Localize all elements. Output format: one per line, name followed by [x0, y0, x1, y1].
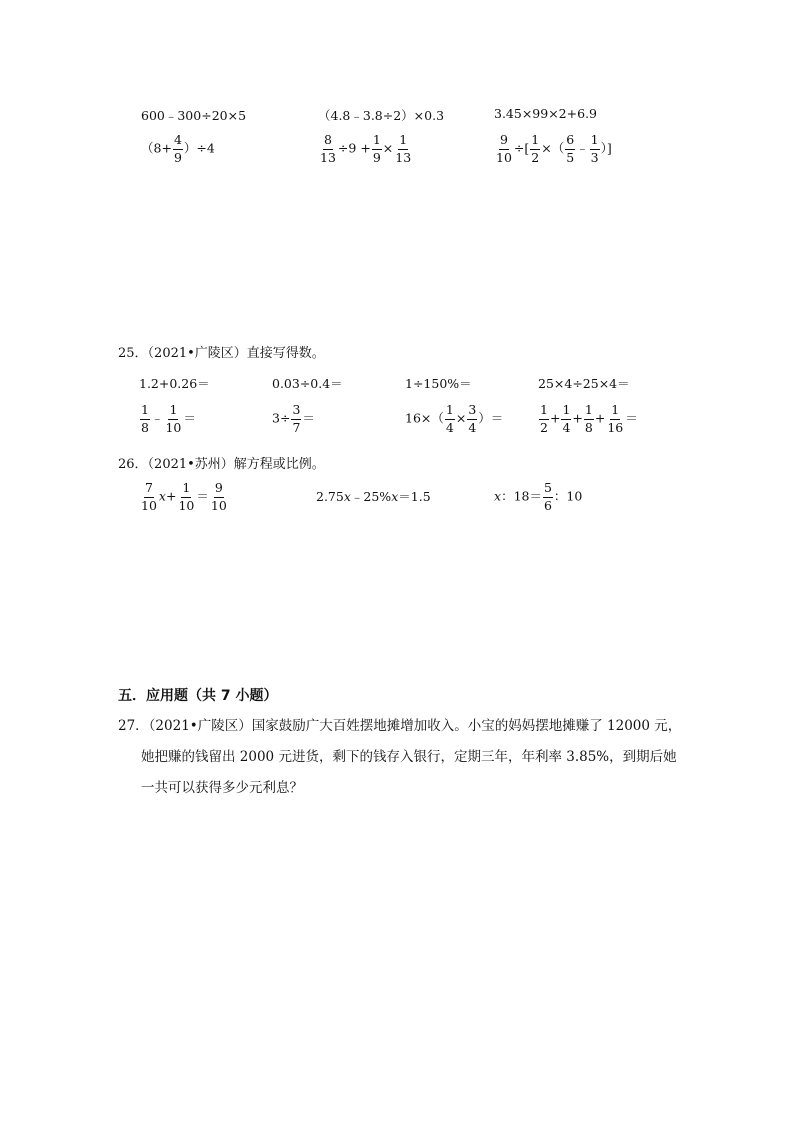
- q25-item-5: $\frac{1}{8}$ ﹣ $\frac{1}{10}$ ＝: [141, 402, 196, 435]
- equation-2: 2.75x﹣25%x＝1.5: [316, 489, 431, 504]
- fraction: $\frac{1}{10}$: [165, 402, 182, 435]
- expression-3: 3.45×99×2+6.9: [494, 106, 597, 121]
- expression-1: 600﹣300÷20×5: [141, 108, 247, 123]
- q25-item-2: 0.03÷0.4＝: [272, 376, 343, 391]
- fraction: $\frac{1}{9}$: [372, 132, 381, 165]
- fraction: $\frac{1}{8}$: [584, 402, 593, 435]
- fraction: $\frac{1}{8}$: [141, 402, 149, 435]
- q25-item-6: 3÷ $\frac{3}{7}$ ＝: [272, 402, 315, 435]
- fraction: $\frac{1}{2}$: [531, 132, 540, 165]
- fraction: $\frac{1}{4}$: [562, 402, 571, 435]
- fraction: $\frac{9}{10}$: [210, 480, 227, 513]
- q25-item-3: 1÷150%＝: [405, 376, 472, 391]
- expression-6: $\frac{9}{10}$ ÷[ $\frac{1}{2}$ ×（ $\frac{6}{5}$ ﹣ $\frac{1}{3}$ ）]: [496, 132, 612, 165]
- equation-1: $\frac{7}{10}$ x+ $\frac{1}{10}$ ＝ $\frac{9}{10}$: [141, 480, 227, 513]
- equation-3: x：18＝ $\frac{5}{6}$ ：10: [494, 480, 583, 513]
- fraction: $\frac{1}{10}$: [178, 480, 195, 513]
- section-5-heading: 五．应用题（共 7 小题）: [118, 688, 278, 704]
- fraction: $\frac{1}{3}$: [590, 132, 599, 165]
- fraction: $\frac{7}{10}$: [141, 480, 157, 513]
- fraction: $\frac{5}{6}$: [543, 480, 552, 513]
- fraction: $\frac{8}{13}$: [320, 132, 336, 165]
- fraction: $\frac{3}{7}$: [292, 402, 301, 435]
- question-27-line-3: 一共可以获得多少元利息？: [141, 780, 303, 796]
- q25-item-7: 16×（ $\frac{1}{4}$ × $\frac{3}{4}$ ）＝: [405, 402, 504, 435]
- expression-5: $\frac{8}{13}$ ÷9 + $\frac{1}{9}$ × $\frac{1}{13}$: [320, 132, 412, 165]
- question-27-line-1: 27．（2021•广陵区）国家鼓励广大百姓摆地摊增加收入。小宝的妈妈摆地摊赚了 12000 元，: [118, 718, 682, 734]
- question-26-title: 26．（2021•苏州）解方程或比例。: [118, 457, 325, 472]
- fraction: $\frac{1}{13}$: [395, 132, 412, 165]
- expression-4: （8+ $\frac{4}{9}$ ）÷4: [141, 132, 215, 165]
- fraction: $\frac{1}{16}$: [607, 402, 624, 435]
- q25-item-1: 1.2+0.26＝: [139, 376, 210, 391]
- question-25-title: 25．（2021•广陵区）直接写得数。: [118, 346, 325, 361]
- fraction: $\frac{4}{9}$: [173, 132, 182, 165]
- fraction: $\frac{1}{4}$: [445, 402, 454, 435]
- fraction: $\frac{9}{10}$: [496, 132, 512, 165]
- q25-item-4: 25×4÷25×4＝: [538, 376, 630, 391]
- fraction: $\frac{3}{4}$: [468, 402, 477, 435]
- question-27-line-2: 她把赚的钱留出 2000 元进货，剩下的钱存入银行，定期三年，年利率 3.85%，到期后她: [141, 749, 677, 765]
- q25-item-8: $\frac{1}{2}$ + $\frac{1}{4}$ + $\frac{1}{8}$ + $\frac{1}{16}$ ＝: [540, 402, 638, 435]
- expression-2: （4.8﹣3.8÷2）×0.3: [318, 108, 445, 123]
- fraction: $\frac{6}{5}$: [566, 132, 575, 165]
- fraction: $\frac{1}{2}$: [540, 402, 548, 435]
